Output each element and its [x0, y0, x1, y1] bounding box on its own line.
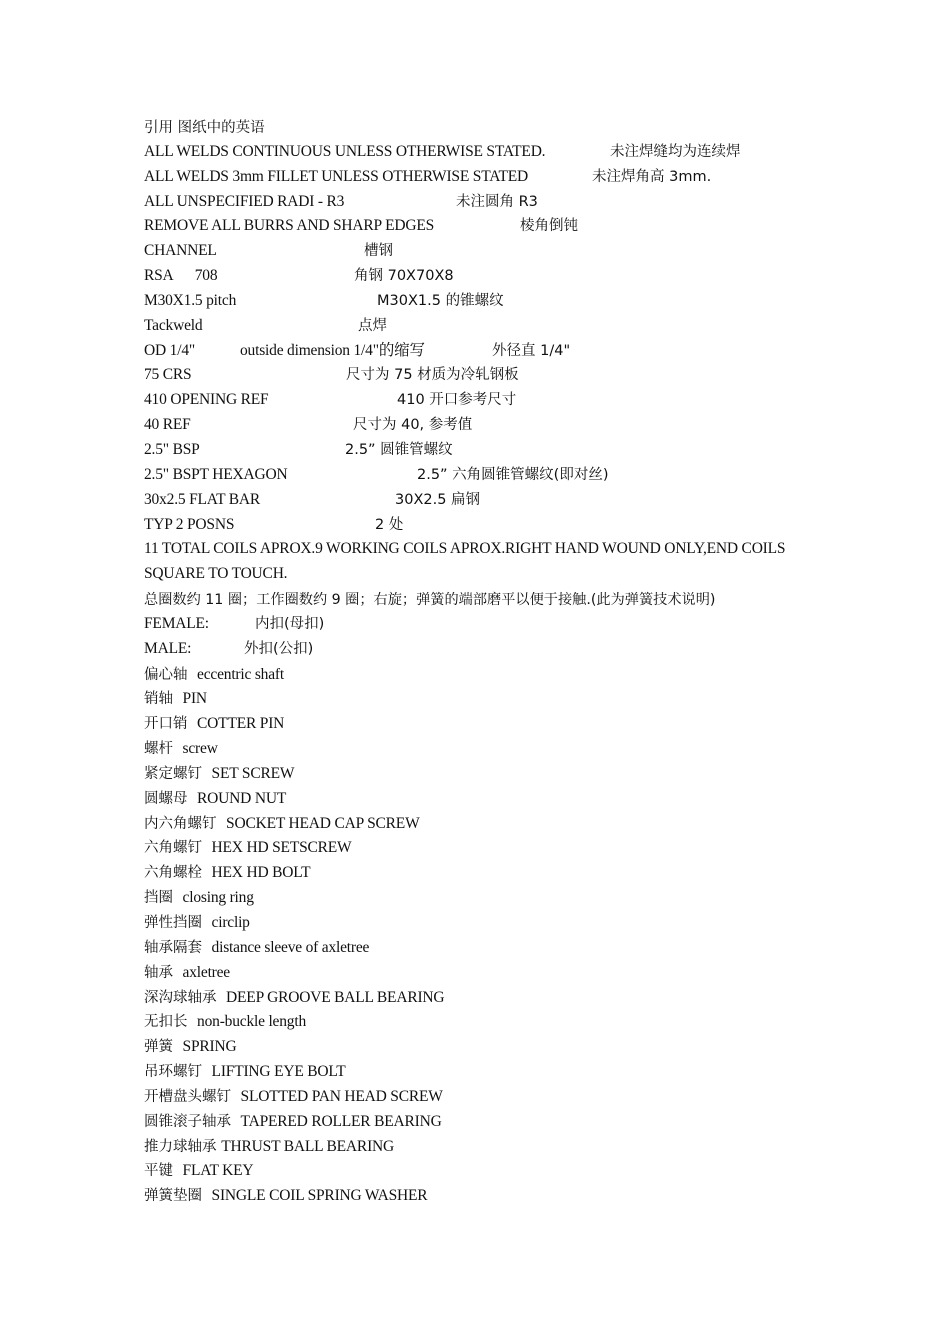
- chinese-term: 点焊: [358, 317, 387, 334]
- pair-row: [144, 463, 824, 488]
- english-term: TYP 2 POSNS: [144, 515, 235, 533]
- english-term: distance sleeve of axletree: [211, 938, 370, 956]
- english-term: HEX HD BOLT: [211, 864, 311, 882]
- chinese-term: 30X2.5 扁钢: [395, 491, 481, 508]
- english-term: 30x2.5 FLAT BAR: [144, 490, 260, 508]
- male-row: [144, 637, 824, 662]
- term-row: [144, 786, 824, 811]
- chinese-term: 未注圆角 R3: [456, 193, 538, 210]
- english-term: CHANNEL: [144, 242, 217, 260]
- term-row: [144, 811, 824, 836]
- chinese-term: 无扣长: [144, 1014, 188, 1031]
- english-term: COTTER PIN: [197, 715, 285, 733]
- chinese-term: 弹性挡圈: [144, 915, 202, 931]
- term-row: [144, 985, 824, 1010]
- english-term: 2.5" BSP: [144, 440, 200, 458]
- english-term: ALL WELDS 3mm FILLET UNLESS OTHERWISE STATED: [144, 167, 529, 185]
- english-term: M30X1.5 pitch: [144, 291, 237, 309]
- chinese-term: 内扣(母扣): [255, 615, 325, 632]
- english-term: 410 OPENING REF: [144, 391, 269, 409]
- term-row: [144, 960, 824, 985]
- term-list: [144, 662, 824, 1209]
- english-term: TAPERED ROLLER BEARING: [240, 1112, 442, 1130]
- chinese-term: 深沟球轴承: [144, 989, 217, 1006]
- english-term: axletree: [182, 963, 230, 981]
- chinese-term: 轴承: [144, 964, 173, 981]
- chinese-term: 内六角螺钉: [144, 815, 217, 832]
- spring-spec-english: 11 TOTAL COILS APROX.9 WORKING COILS APROX.RIGHT HAND WOUND ONLY,END COILS SQUARE TO TOUCH.: [144, 540, 786, 583]
- english-term: MALE:: [144, 639, 192, 657]
- chinese-term: 未注焊角高 3mm.: [592, 168, 712, 185]
- chinese-term: 2.5” 六角圆锥管螺纹(即对丝): [417, 466, 609, 483]
- english-explanation: outside dimension 1/4"的缩写: [240, 341, 425, 359]
- chinese-term: 开口销: [144, 716, 188, 733]
- chinese-term: 角钢 70X70X8: [354, 268, 454, 285]
- english-term: RSA 708: [144, 267, 218, 285]
- pair-row: [144, 413, 824, 438]
- chinese-term: 轴承隔套: [144, 939, 202, 956]
- pair-row: [144, 165, 824, 190]
- term-row: [144, 1158, 824, 1183]
- chinese-term: 销轴: [144, 691, 173, 708]
- chinese-term: 棱角倒钝: [520, 218, 578, 235]
- english-term: Tackweld: [144, 316, 203, 334]
- english-term: SOCKET HEAD CAP SCREW: [226, 814, 420, 832]
- english-term: REMOVE ALL BURRS AND SHARP EDGES: [144, 217, 435, 235]
- english-term: circlip: [211, 914, 250, 931]
- pair-row: [144, 289, 824, 314]
- chinese-term: 尺寸为 75 材质为冷轧钢板: [346, 367, 519, 384]
- spring-spec-chinese-row: [144, 587, 824, 612]
- pair-row: [144, 388, 824, 413]
- english-term: THRUST BALL BEARING: [221, 1137, 395, 1155]
- chinese-term: 挡圈: [144, 890, 173, 907]
- english-term: 40 REF: [144, 416, 191, 434]
- term-row: [144, 835, 824, 860]
- chinese-term: 尺寸为 40, 参考值: [353, 417, 473, 434]
- chinese-term: 外径直 1/4": [492, 342, 571, 359]
- chinese-term: 弹簧垫圈: [144, 1188, 202, 1205]
- term-row: [144, 711, 824, 736]
- english-term: OD 1/4": [144, 341, 195, 359]
- english-term: SLOTTED PAN HEAD SCREW: [240, 1087, 443, 1105]
- english-term: SINGLE COIL SPRING WASHER: [211, 1187, 428, 1205]
- pair-row: [144, 339, 824, 364]
- term-row: [144, 1183, 824, 1208]
- term-row: [144, 1109, 824, 1134]
- english-term: SET SCREW: [211, 764, 295, 782]
- english-term: ROUND NUT: [197, 789, 287, 807]
- term-row: [144, 686, 824, 711]
- female-row: [144, 612, 824, 637]
- pair-row: [144, 363, 824, 388]
- chinese-term: 410 开口参考尺寸: [397, 392, 517, 409]
- chinese-term: 螺杆: [144, 741, 173, 758]
- chinese-term: M30X1.5 的锥螺纹: [377, 292, 504, 309]
- chinese-term: 平键: [144, 1163, 173, 1180]
- pair-row: [144, 314, 824, 339]
- chinese-term: 紧定螺钉: [144, 765, 202, 782]
- chinese-term: 推力球轴承: [144, 1138, 217, 1155]
- term-row: [144, 662, 824, 687]
- chinese-term: 圆锥滚子轴承: [144, 1113, 231, 1130]
- english-term: screw: [182, 740, 218, 758]
- chinese-term: 2.5” 圆锥管螺纹: [345, 441, 453, 458]
- term-row: [144, 1134, 824, 1159]
- chinese-term: 槽钢: [364, 243, 393, 260]
- pair-row: [144, 438, 824, 463]
- chinese-term: 弹簧: [144, 1039, 173, 1056]
- chinese-term: 偏心轴: [144, 666, 188, 683]
- chinese-term: 六角螺钉: [144, 840, 202, 857]
- english-term: FLAT KEY: [182, 1162, 254, 1180]
- term-row: [144, 910, 824, 935]
- pair-row: [144, 264, 824, 289]
- title-text: 引用 图纸中的英语: [144, 120, 265, 136]
- english-term: PIN: [182, 690, 207, 708]
- term-row: [144, 1034, 824, 1059]
- chinese-term: 六角螺栓: [144, 865, 202, 882]
- spring-spec-chinese: 总圈数约 11 圈；工作圈数约 9 圈；右旋；弹簧的端部磨平以便于接触.(此为弹簧技术说明): [144, 592, 716, 609]
- chinese-term: 未注焊缝均为连续焊: [610, 143, 741, 160]
- english-term: 75 CRS: [144, 366, 192, 384]
- english-term: DEEP GROOVE BALL BEARING: [226, 988, 445, 1006]
- pair-row: [144, 140, 824, 165]
- english-term: FEMALE:: [144, 614, 209, 632]
- pair-row: [144, 214, 824, 239]
- chinese-term: 2 处: [375, 516, 404, 533]
- chinese-term: 圆螺母: [144, 790, 188, 807]
- chinese-term: 外扣(公扣): [244, 640, 314, 657]
- english-term: eccentric shaft: [197, 665, 284, 683]
- term-row: [144, 860, 824, 885]
- english-term: SPRING: [182, 1038, 237, 1056]
- pair-row: [144, 239, 824, 264]
- english-term: closing ring: [182, 889, 254, 907]
- english-term: ALL WELDS CONTINUOUS UNLESS OTHERWISE STATED.: [144, 142, 546, 160]
- chinese-term: 吊环螺钉: [144, 1064, 202, 1081]
- term-row: [144, 736, 824, 761]
- term-row: [144, 885, 824, 910]
- term-row: [144, 935, 824, 960]
- pair-row: [144, 513, 824, 538]
- term-row: [144, 761, 824, 786]
- chinese-term: 开槽盘头螺钉: [144, 1088, 231, 1105]
- term-row: [144, 1059, 824, 1084]
- page-title: [144, 115, 824, 140]
- english-term: ALL UNSPECIFIED RADI - R3: [144, 192, 345, 210]
- pair-row: [144, 190, 824, 215]
- english-term: non-buckle length: [197, 1013, 306, 1031]
- english-term: HEX HD SETSCREW: [211, 839, 352, 857]
- english-term: LIFTING EYE BOLT: [211, 1063, 346, 1081]
- pair-row: [144, 488, 824, 513]
- term-row: [144, 1009, 824, 1034]
- term-row: [144, 1084, 824, 1109]
- english-term: 2.5" BSPT HEXAGON: [144, 465, 288, 483]
- document-body: [144, 115, 824, 1208]
